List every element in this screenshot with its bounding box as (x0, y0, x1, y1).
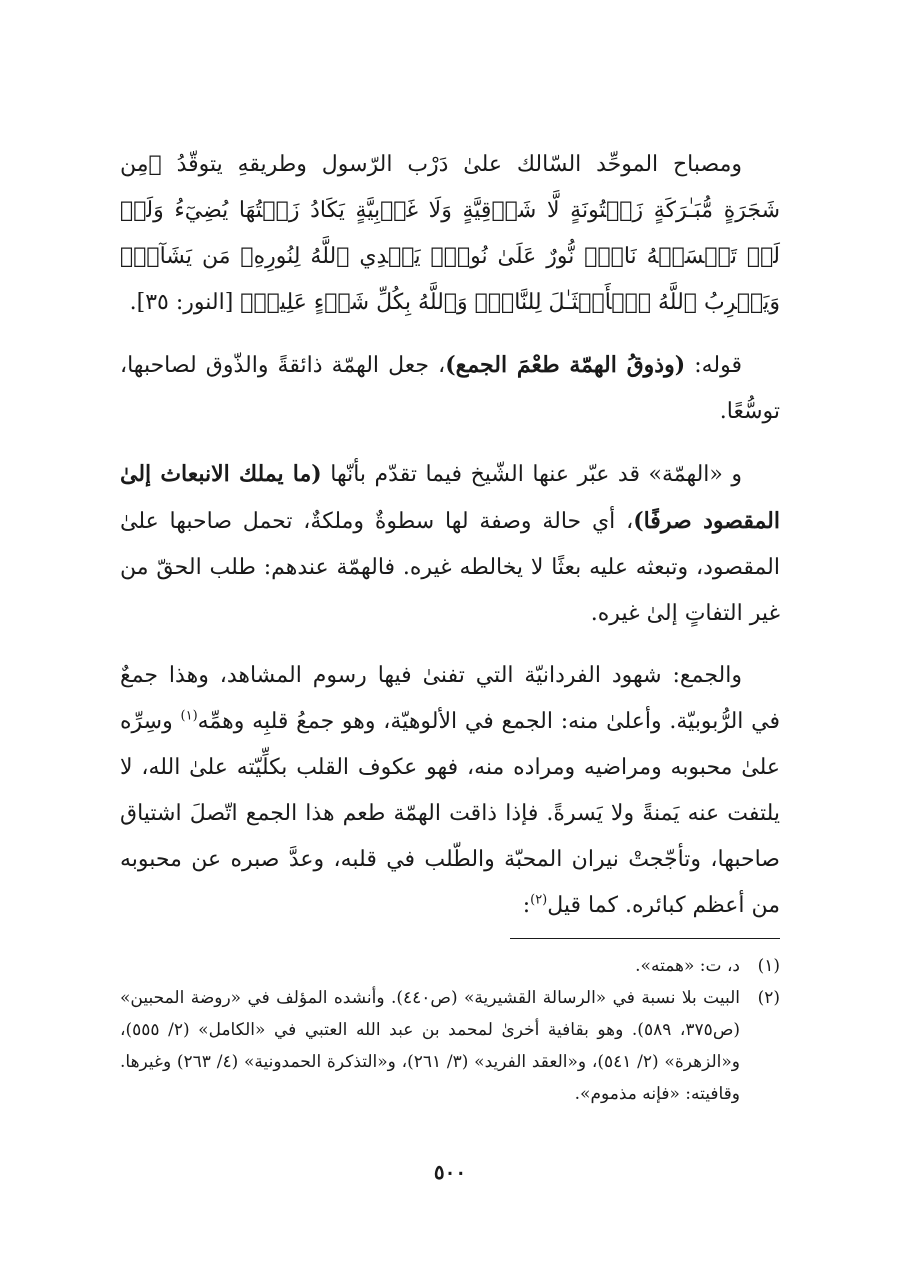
footnote-ref-2[interactable]: (٢) (530, 892, 548, 908)
footnote-text: د، ت: «همته». (635, 956, 740, 976)
paragraph-lead: و «الهمّة» قد عبّر عنها الشّيخ فيما تقدّم بأنّها (330, 462, 743, 487)
paragraph-part: وسِرِّه علىٰ محبوبه ومراضيه ومراده منه، فهو عكوف القلب بكلِّيّته علىٰ الله، لا يلتفت عنه يَمنةً ولا يَسرةً. فإذا ذاقت الهمّة طعم هذا الجمع اتّصلَ اشتياق صاحبها، وتأجّجتْ نيران المحبّة والطّلب في قلبه، وعدَّ صبره عن محبوبه من أعظم كبائره. كما قيل (120, 709, 780, 918)
paragraph-himma-definition (120, 451, 780, 637)
main-text (120, 142, 780, 945)
footnote-number: (١) (757, 956, 780, 976)
verse-citation: [النور: ٣٥]. (129, 290, 234, 315)
paragraph-lead: قوله: (694, 353, 742, 378)
paragraph-lamp-verse (120, 142, 780, 326)
paragraph-rest: ، أي حالة وصفة لها سطوةٌ وملكةٌ، تحمل صاحبها علىٰ المقصود، وتبعثه عليه بعثًا لا يخالطه غيره. فالهمّة عندهم: طلب الحقّ من غير التفاتٍ إلىٰ غيره. (120, 509, 780, 626)
paragraph-rest: ، جعل الهمّة ذائقةً والذّوق لصاحبها، توسُّعًا. (120, 353, 780, 424)
page-number: ٥٠٠ (433, 1160, 467, 1184)
footnote-number: (٢) (757, 988, 780, 1008)
footnote-item (120, 982, 780, 1110)
quoted-phrase: (ما يملك الانبعاث إلىٰ المقصود صرفًا) (120, 461, 780, 534)
footnote-item (120, 950, 780, 982)
paragraph-intro: ومصباح الموحِّد السّالك علىٰ دَرْب الرّسول وطريقهِ يتوقّدُ (176, 152, 743, 177)
quoted-phrase: (وذوقُ الهمّة طعْمَ الجمع) (445, 352, 686, 378)
footnote-divider (510, 938, 780, 939)
paragraph-jam-definition (120, 653, 780, 929)
footnote-ref-1[interactable]: (١) (180, 708, 198, 724)
footnote-text: البيت بلا نسبة في «الرسالة القشيرية» (ص٤٤٠). وأنشده المؤلف في «روضة المحبين» (ص٣٧٥، ٥٨٩). وهو بقافية أخرىٰ لمحمد بن عبد الله العتبي في «الكامل» (٢/ ٥٥٥)، و«الزهرة» (٢/ ٥٤١)، و«العقد الفريد» (٣/ ٢٦١)، و«التذكرة الحمدونية» (٤/ ٢٦٣) وغيرها. وقافيته: «فإنه مذموم». (120, 988, 740, 1104)
paragraph-part: : (522, 893, 531, 918)
paragraph-part: والجمع: شهود الفردانيّة التي تفنىٰ فيها رسوم المشاهد، وهذا جمعٌ في الرُّبوبيّة. وأعلىٰ منه: الجمع في الألوهيّة، وهو جمعُ قلبِه وهمِّه (120, 663, 780, 734)
footnotes (120, 950, 780, 1110)
quran-verse: ﴿مِن شَجَرَةٍ مُّبَـٰرَكَةٍ زَيۡتُونَةٍ لَّا شَرۡقِيَّةٍ وَلَا غَرۡبِيَّةٍ يَكَادُ زَيۡتُهَا يُضِيٓءُ وَلَوۡ لَمۡ تَمۡسَسۡهُ نَارٌۚ نُّورٌ عَلَىٰ نُورٍۚ يَهۡدِي ٱللَّهُ لِنُورِهِۦ مَن يَشَآءُۚ وَيَضۡرِبُ ٱللَّهُ ٱلۡأَمۡثَـٰلَ لِلنَّاسِۗ وَٱللَّهُ بِكُلِّ شَيۡءٍ عَلِيمٞ﴾ (120, 152, 780, 315)
paragraph-taste-of-himma (120, 342, 780, 435)
